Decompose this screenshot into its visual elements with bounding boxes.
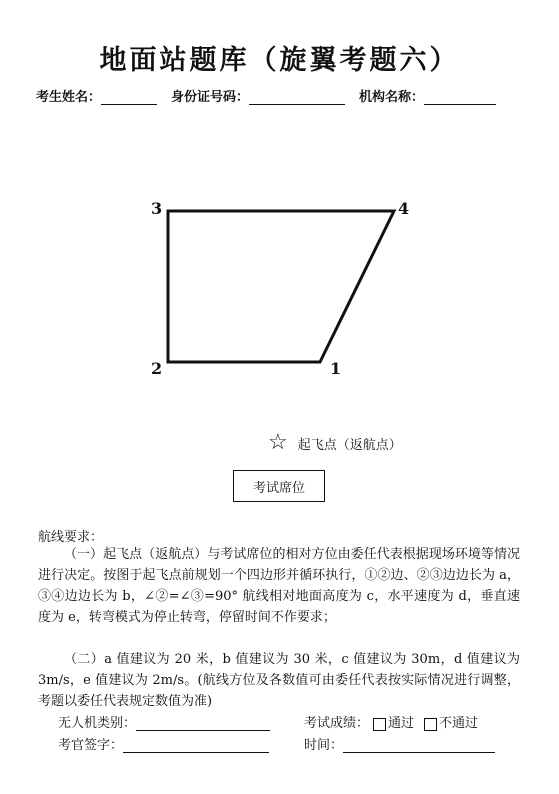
examiner-sign-row bbox=[58, 734, 269, 753]
examiner-sign-field[interactable] bbox=[123, 738, 269, 753]
time-label: 时间： bbox=[304, 738, 344, 753]
point-label-3: 3 bbox=[151, 199, 163, 218]
candidate-name-label: 考生姓名： bbox=[36, 90, 102, 105]
time-field[interactable] bbox=[343, 738, 495, 753]
point-label-4: 4 bbox=[398, 199, 410, 218]
uav-type-label: 无人机类别： bbox=[58, 716, 137, 731]
point-label-1: 1 bbox=[330, 359, 342, 378]
pass-checkbox[interactable] bbox=[373, 718, 386, 731]
uav-type-field[interactable] bbox=[136, 716, 270, 731]
pass-label: 通过 bbox=[388, 716, 415, 731]
takeoff-point-marker bbox=[268, 432, 402, 454]
exam-score-row bbox=[304, 712, 478, 731]
requirements-heading: 航线要求： bbox=[38, 530, 104, 545]
star-icon: ☆ bbox=[268, 430, 288, 455]
fail-checkbox[interactable] bbox=[424, 718, 437, 731]
fail-label: 不通过 bbox=[439, 716, 479, 731]
uav-type-row bbox=[58, 712, 270, 731]
takeoff-point-label: 起飞点（返航点） bbox=[297, 437, 402, 453]
route-quadrilateral bbox=[168, 211, 394, 362]
org-name-label: 机构名称： bbox=[359, 90, 425, 105]
examiner-sign-label: 考官签字： bbox=[58, 738, 124, 753]
exam-score-label: 考试成绩： bbox=[304, 716, 370, 731]
exam-seat-box: 考试席位 bbox=[233, 470, 325, 502]
id-number-label: 身份证号码： bbox=[171, 90, 250, 105]
requirements-paragraph-1: （一）起飞点（返航点）与考试席位的相对方位由委任代表根据现场环境等情况进行决定。按图于起飞点前规划一个四边形并循环执行，①②边、②③边边长为 a，③④边边长为 b，∠②=∠③=90° 航线相对地面高度为 c，水平速度为 d，垂直速度为 e，转弯模式为停止转弯，停留时间不作要求； bbox=[38, 547, 520, 625]
page-title: 地面站题库（旋翼考题六） bbox=[99, 45, 460, 76]
requirements-paragraph-2: （二）a 值建议为 20 米，b 值建议为 30 米，c 值建议为 30m，d 值建议为 3m/s，e 值建议为 2m/s。(航线方位及各数值可由委任代表按实际情况进行调整，考题以委任代表规定数值为准) bbox=[38, 652, 520, 709]
time-row bbox=[304, 734, 495, 753]
point-label-2: 2 bbox=[151, 359, 163, 378]
